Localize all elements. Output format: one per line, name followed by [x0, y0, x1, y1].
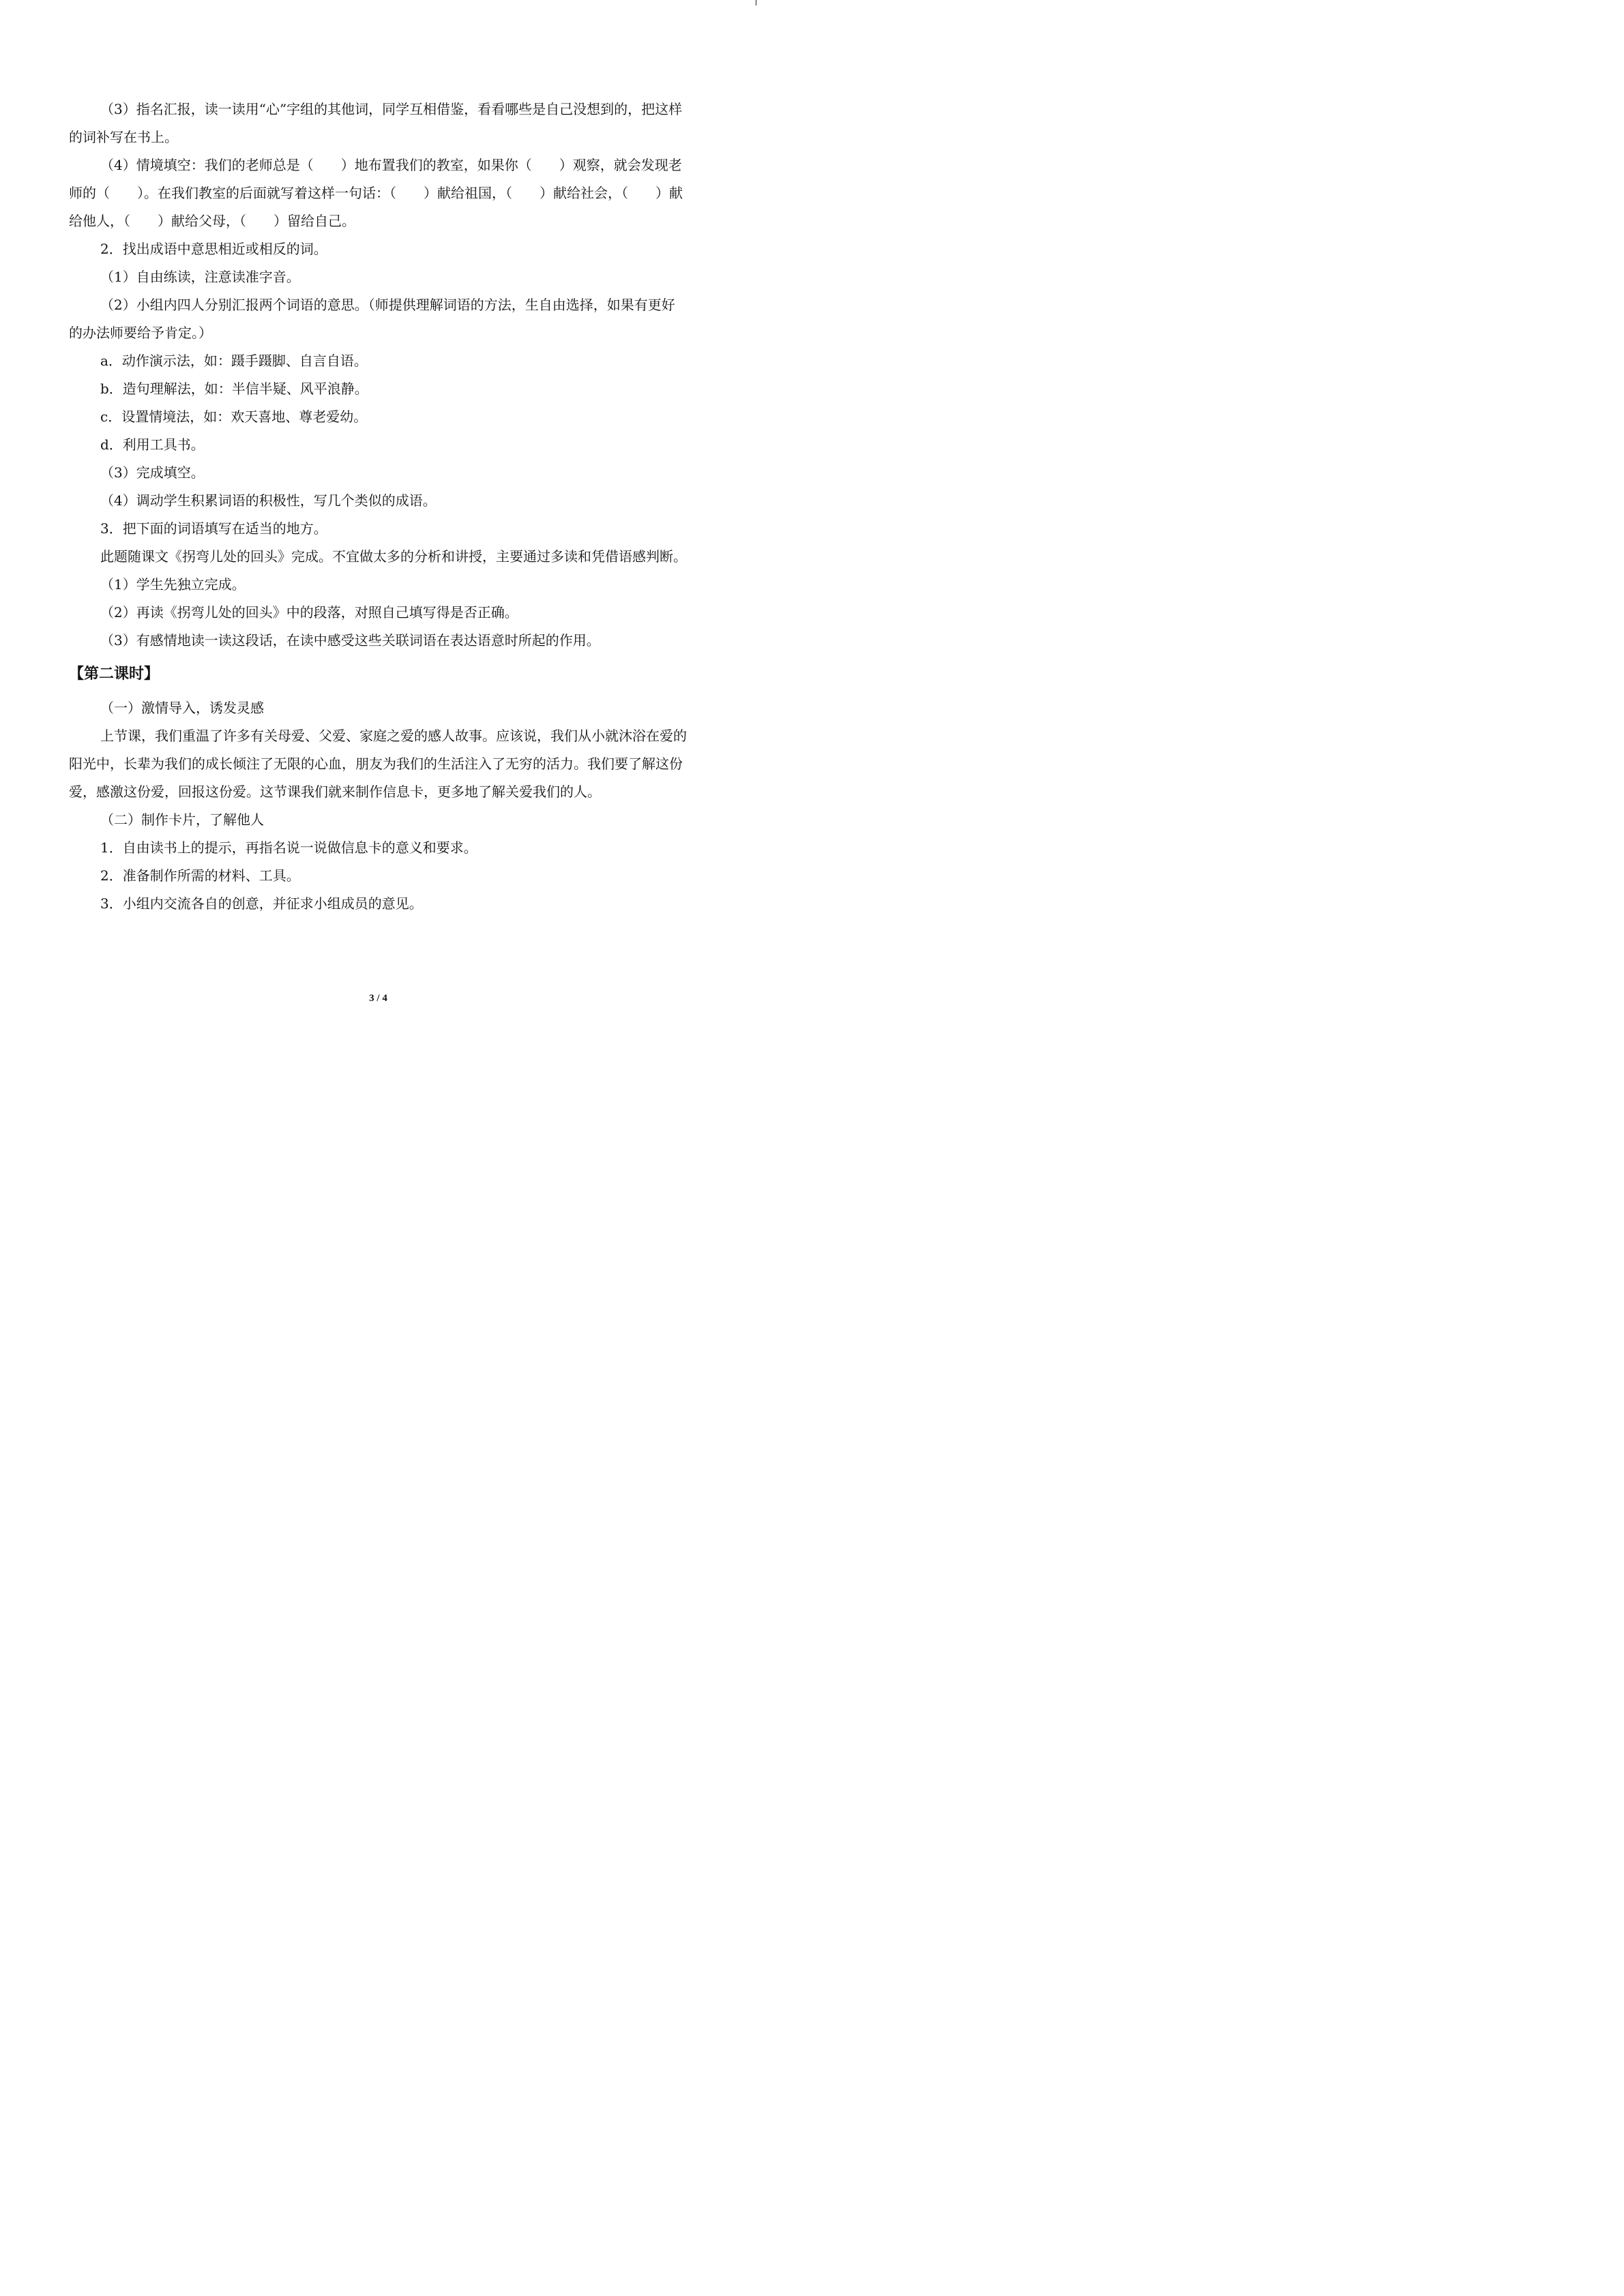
paragraph: （2）小组内四人分别汇报两个词语的意思。（师提供理解词语的方法，生自由选择，如果有更好的办法师要给予肯定。） — [69, 297, 675, 341]
paragraph: （二）制作卡片，了解他人 — [100, 811, 264, 828]
paragraph: 1．自由读书上的提示，再指名说一说做信息卡的意义和要求。 — [100, 839, 477, 856]
paragraph: 3．把下面的词语填写在适当的地方。 — [100, 520, 327, 537]
paragraph: （4）调动学生积累词语的积极性，写几个类似的成语。 — [100, 492, 437, 509]
paragraph: 上节课，我们重温了许多有关母爱、父爱、家庭之爱的感人故事。应该说，我们从小就沐浴在爱的阳光中，长辈为我们的成长倾注了无限的心血，朋友为我们的生活注入了无穷的活力。我们要了解这份爱，感激这份爱，回报这份爱。这节课我们就来制作信息卡，更多地了解关爱我们的人。 — [69, 728, 687, 800]
paragraph: （3）指名汇报，读一读用“心”字组的其他词，同学互相借鉴，看看哪些是自己没想到的，把这样的词补写在书上。 — [69, 101, 683, 145]
section-heading: 【第二课时】 — [69, 666, 160, 683]
paragraph: （2）再读《拐弯儿处的回头》中的段落，对照自己填写得是否正确。 — [100, 604, 518, 621]
paragraph: （1）自由练读，注意读准字音。 — [100, 269, 300, 285]
paragraph: （3）完成填空。 — [100, 464, 205, 481]
paragraph: （3）有感情地读一读这段话，在读中感受这些关联词语在表达语意时所起的作用。 — [100, 632, 600, 648]
paragraph: （1）学生先独立完成。 — [100, 576, 246, 593]
paragraph: （4）情境填空：我们的老师总是（ ）地布置我们的教室，如果你（ ）观察，就会发现老师的（ ）。在我们教室的后面就写着这样一句话：（ ）献给祖国，（ ）献给社会，（ ）献给他人，（ ）献给父母，（ ）留给自己。 — [69, 157, 683, 229]
paragraph: 2．找出成语中意思相近或相反的词。 — [100, 241, 327, 257]
paragraph: d．利用工具书。 — [100, 436, 205, 453]
paragraph: a．动作演示法，如：蹑手蹑脚、自言自语。 — [100, 353, 368, 369]
page-number: 3 / 4 — [369, 993, 387, 1004]
paragraph: （一）激情导入，诱发灵感 — [100, 700, 264, 716]
paragraph: 2．准备制作所需的材料、工具。 — [100, 867, 300, 884]
paragraph: b．造句理解法，如：半信半疑、风平浪静。 — [100, 381, 368, 397]
paragraph: c．设置情境法，如：欢天喜地、尊老爱幼。 — [100, 408, 368, 425]
paragraph: 此题随课文《拐弯儿处的回头》完成。不宜做太多的分析和讲授，主要通过多读和凭借语感判断。 — [100, 548, 687, 565]
paragraph: 3．小组内交流各自的创意，并征求小组成员的意见。 — [100, 895, 423, 912]
document-body — [69, 95, 688, 918]
